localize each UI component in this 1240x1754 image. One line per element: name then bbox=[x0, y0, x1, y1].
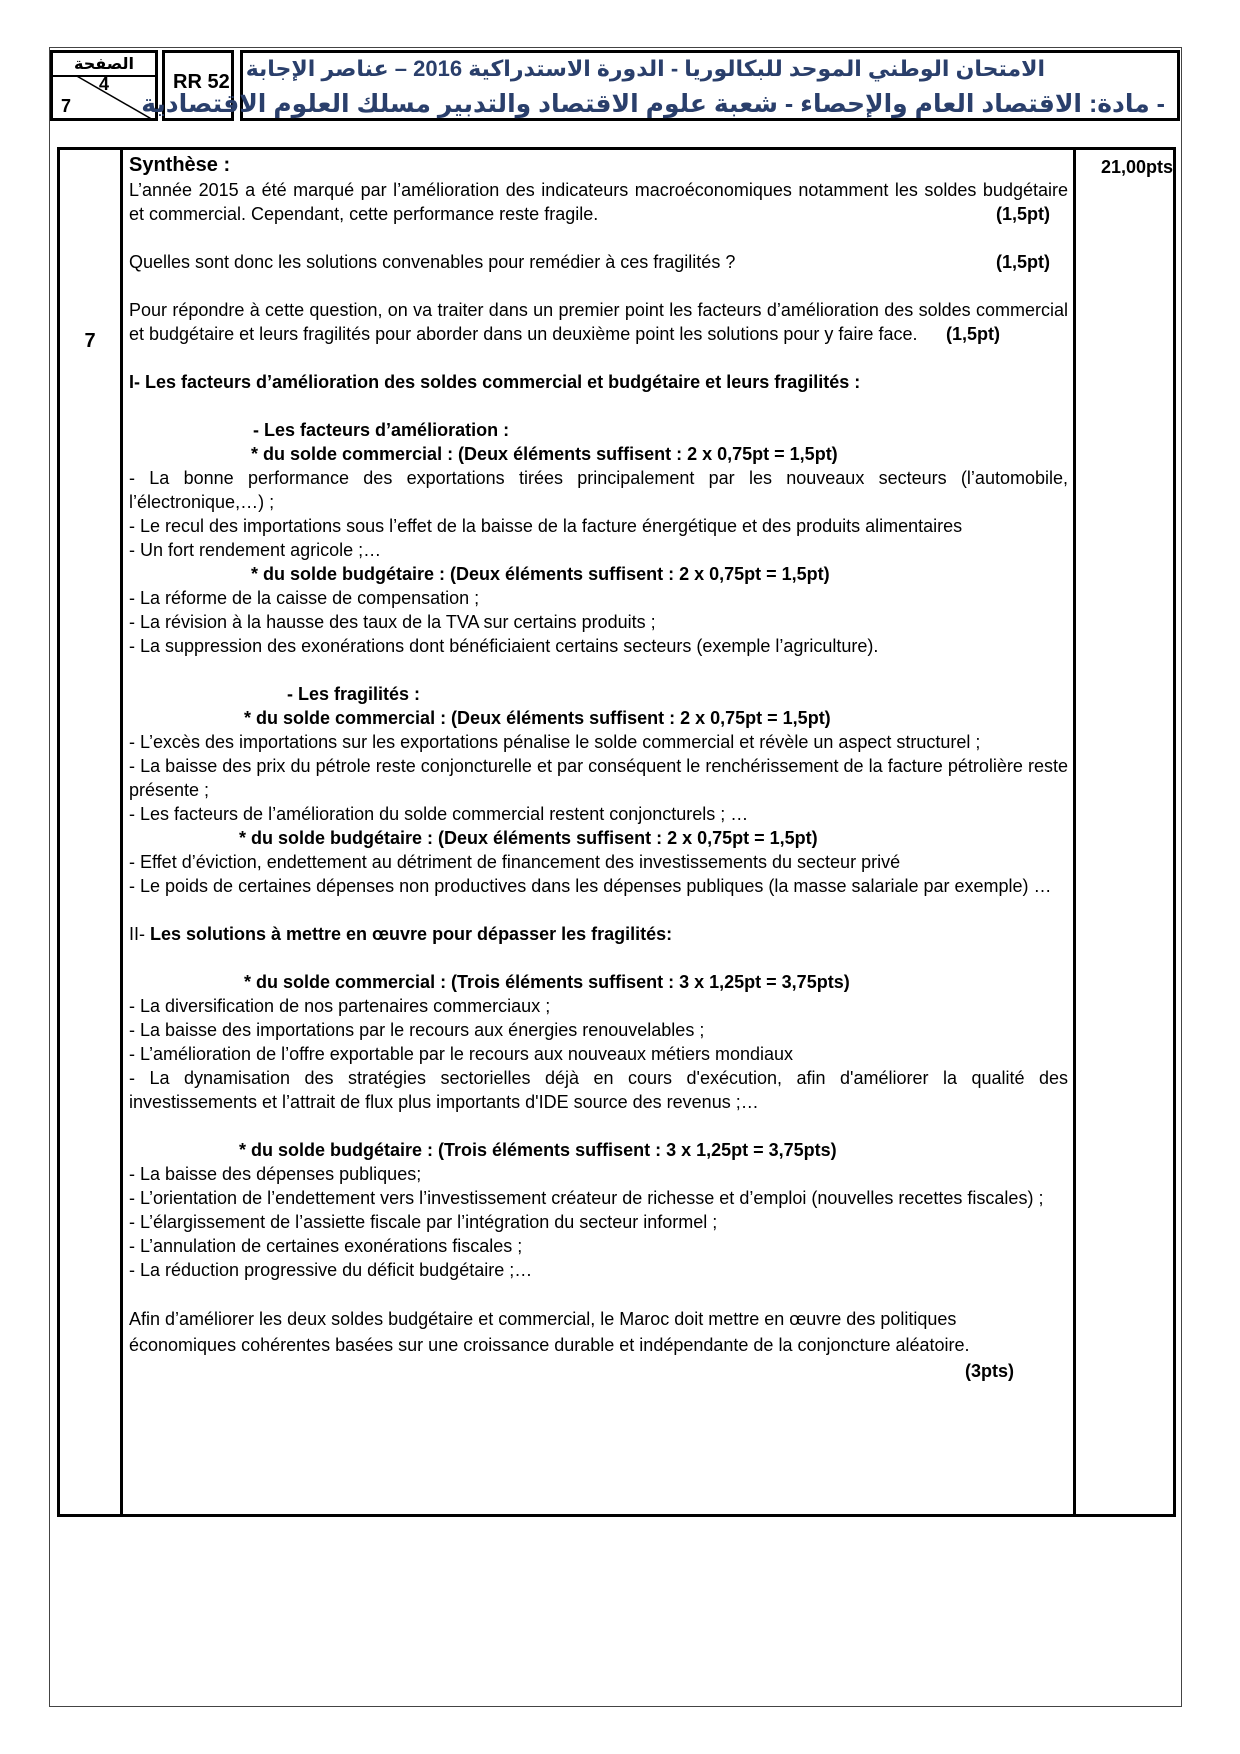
conclusion-paragraph bbox=[129, 1306, 1068, 1381]
factors-budget-title: * du solde budgétaire : (Deux éléments suffisent : 2 x 0,75pt = 1,5pt) bbox=[251, 564, 830, 584]
list-item: - La dynamisation des stratégies sectorielles déjà en cours d'exécution, afin d'améliorer la qualité des investissements et l’attrait de flux plus importants d'IDE source des revenus ;… bbox=[129, 1068, 1068, 1112]
intro-points: (1,5pt) bbox=[996, 204, 1050, 224]
list-item: - L’annulation de certaines exonérations fiscales ; bbox=[129, 1236, 523, 1256]
solutions-budget-title: * du solde budgétaire : (Trois éléments suffisent : 3 x 1,25pt = 3,75pts) bbox=[239, 1140, 837, 1160]
factors-commercial-title: * du solde commercial : (Deux éléments suffisent : 2 x 0,75pt = 1,5pt) bbox=[251, 444, 838, 464]
answer-content bbox=[129, 152, 1068, 1384]
plan-points: (1,5pt) bbox=[946, 324, 1000, 344]
conclusion-points: (3pts) bbox=[965, 1361, 1014, 1381]
list-item: - Effet d’éviction, endettement au détriment de financement des investissements du secteur privé bbox=[129, 852, 901, 872]
problem-text: Quelles sont donc les solutions convenables pour remédier à ces fragilités ? bbox=[129, 252, 736, 272]
list-item: - Le recul des importations sous l’effet de la baisse de la facture énergétique et des produits alimentaires bbox=[129, 516, 963, 536]
list-item: - Le poids de certaines dépenses non productives dans les dépenses publiques (la masse salariale par exemple) … bbox=[129, 876, 1052, 896]
list-item: - La révision à la hausse des taux de la TVA sur certains produits ; bbox=[129, 612, 656, 632]
intro-text: L’année 2015 a été marqué par l’amélioration des indicateurs macroéconomiques notamment les soldes budgétaire et commercial. Cependant, cette performance reste fragile. bbox=[129, 180, 1068, 224]
problem-points: (1,5pt) bbox=[996, 252, 1050, 272]
part1-title: I- Les facteurs d’amélioration des soldes commercial et budgétaire et leurs fragilités : bbox=[129, 372, 861, 392]
plan-text: Pour répondre à cette question, on va traiter dans un premier point les facteurs d’amélioration des soldes commercial et budgétaire et leurs fragilités pour aborder dans un deuxième point les solutions pour y faire face. bbox=[129, 300, 1068, 344]
conclusion-text: Afin d’améliorer les deux soldes budgétaire et commercial, le Maroc doit mettre en œuvre des politiques économiques cohérentes basées sur une croissance durable et indépendante de la conjoncture aléatoire. bbox=[129, 1309, 970, 1355]
plan-paragraph bbox=[129, 298, 1068, 346]
synthesis-title: Synthèse : bbox=[129, 154, 231, 176]
part2-title-line bbox=[129, 922, 1068, 946]
list-item: - L’orientation de l’endettement vers l’investissement créateur de richesse et d’emploi (nouvelles recettes fiscales) ; bbox=[129, 1188, 1044, 1208]
list-item: - L’élargissement de l’assiette fiscale par l’intégration du secteur informel ; bbox=[129, 1212, 718, 1232]
intro-paragraph bbox=[129, 178, 1068, 226]
column-divider-right bbox=[1073, 150, 1076, 1514]
list-item: - La bonne performance des exportations tirées principalement par les nouveaux secteurs (l’automobile, l’électronique,…) ; bbox=[129, 468, 1068, 512]
list-item: - L’amélioration de l’offre exportable par le recours aux nouveaux métiers mondiaux bbox=[129, 1044, 794, 1064]
fragility-commercial-title: * du solde commercial : (Deux éléments suffisent : 2 x 0,75pt = 1,5pt) bbox=[244, 708, 831, 728]
fragility-budget-title: * du solde budgétaire : (Deux éléments suffisent : 2 x 0,75pt = 1,5pt) bbox=[239, 828, 818, 848]
list-item: - L’excès des importations sur les exportations pénalise le solde commercial et révèle un aspect structurel ; bbox=[129, 732, 981, 752]
list-item: - La baisse des dépenses publiques; bbox=[129, 1164, 422, 1184]
list-item: - La réforme de la caisse de compensation ; bbox=[129, 588, 480, 608]
part2-title: Les solutions à mettre en œuvre pour dépasser les fragilités: bbox=[150, 924, 673, 944]
list-item: - La baisse des prix du pétrole reste conjoncturelle et par conséquent le renchérissement de la facture pétrolière reste présente ; bbox=[129, 756, 1068, 800]
exam-title-line2: - مادة: الاقتصاد العام والإحصاء - شعبة علوم الاقتصاد والتدبير مسلك العلوم الاقتصادية bbox=[141, 90, 1165, 118]
question-points: 21,00pts bbox=[1100, 157, 1173, 177]
solutions-commercial-title: * du solde commercial : (Trois éléments suffisent : 3 x 1,25pt = 3,75pts) bbox=[244, 972, 850, 992]
list-item: - Les facteurs de l’amélioration du solde commercial restent conjoncturels ; … bbox=[129, 804, 749, 824]
page-label: الصفحة bbox=[73, 56, 134, 73]
fragility-title: - Les fragilités : bbox=[287, 684, 421, 704]
problem-paragraph bbox=[129, 250, 1068, 274]
list-item: - La diversification de nos partenaires commerciaux ; bbox=[129, 996, 551, 1016]
exam-title-line1: الامتحان الوطني الموحد للبكالوريا - الدورة الاستدراكية 2016 – عناصر الإجابة bbox=[245, 56, 1045, 81]
page-number: 4 bbox=[98, 74, 109, 94]
list-item: - La réduction progressive du déficit budgétaire ;… bbox=[129, 1260, 533, 1280]
part2-prefix: II- bbox=[129, 924, 150, 944]
factors-title: - Les facteurs d’amélioration : bbox=[253, 420, 510, 440]
total-pages: 7 bbox=[61, 96, 72, 116]
list-item: - Un fort rendement agricole ;… bbox=[129, 540, 382, 560]
column-divider-left bbox=[120, 150, 123, 1514]
exam-code: RR 52 bbox=[173, 71, 230, 93]
question-number: 7 bbox=[84, 330, 96, 352]
list-item: - La baisse des importations par le recours aux énergies renouvelables ; bbox=[129, 1020, 705, 1040]
list-item: - La suppression des exonérations dont bénéficiaient certains secteurs (exemple l’agriculture). bbox=[129, 636, 879, 656]
